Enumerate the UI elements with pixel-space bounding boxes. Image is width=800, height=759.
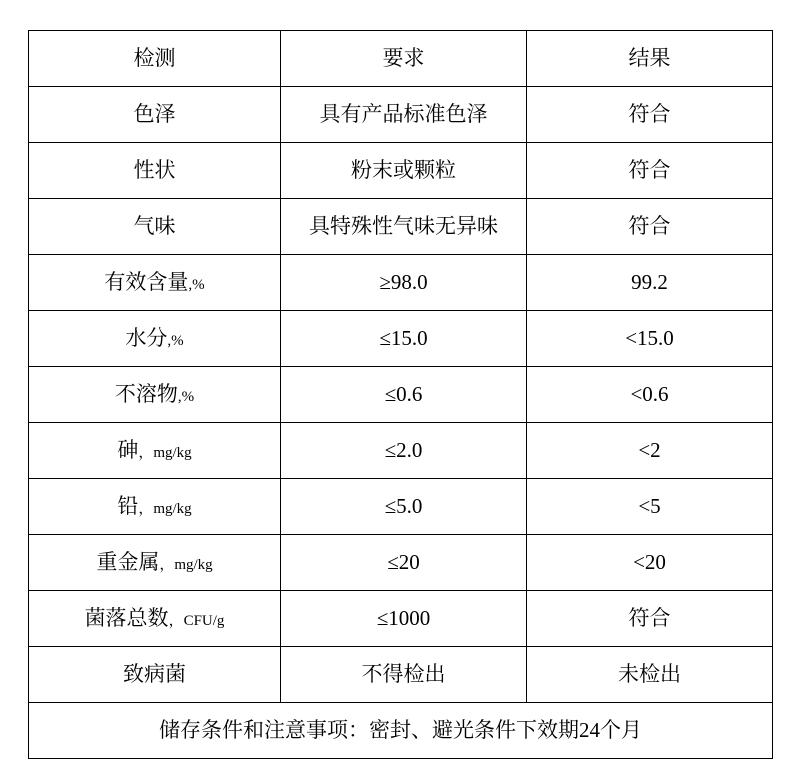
column-header-requirement: 要求 bbox=[281, 31, 527, 87]
cell-result: 99.2 bbox=[527, 255, 773, 311]
table-row bbox=[29, 255, 773, 311]
column-header-result: 结果 bbox=[527, 31, 773, 87]
cell-result: <15.0 bbox=[527, 311, 773, 367]
item-label: 不溶物 bbox=[114, 381, 178, 406]
item-unit: ,% bbox=[177, 388, 195, 405]
item-label: 色泽 bbox=[133, 101, 176, 126]
storage-note: 储存条件和注意事项：密封、避光条件下效期24个月 bbox=[29, 703, 773, 759]
table-row bbox=[29, 87, 773, 143]
table-row bbox=[29, 311, 773, 367]
table-body bbox=[29, 31, 773, 759]
cell-requirement: 不得检出 bbox=[281, 647, 527, 703]
item-unit: ,% bbox=[188, 276, 205, 293]
item-label: 铅 bbox=[117, 493, 139, 518]
table-row bbox=[29, 423, 773, 479]
cell-requirement: ≤1000 bbox=[281, 591, 527, 647]
cell-item bbox=[29, 311, 281, 367]
item-label: 砷 bbox=[117, 437, 139, 462]
cell-result: <5 bbox=[527, 479, 773, 535]
cell-requirement: ≤0.6 bbox=[281, 367, 527, 423]
item-label: 重金属 bbox=[96, 549, 160, 574]
column-header-item: 检测 bbox=[29, 31, 281, 87]
cell-item bbox=[29, 479, 281, 535]
spec-table-container bbox=[28, 30, 772, 759]
item-unit: ,% bbox=[167, 332, 184, 349]
item-label: 性状 bbox=[133, 157, 176, 182]
item-unit: ，mg/kg bbox=[138, 444, 192, 461]
cell-item bbox=[29, 199, 281, 255]
table-row bbox=[29, 591, 773, 647]
cell-requirement: 具有产品标准色泽 bbox=[281, 87, 527, 143]
specification-table bbox=[28, 30, 773, 759]
cell-result: 符合 bbox=[527, 87, 773, 143]
table-header-row bbox=[29, 31, 773, 87]
cell-item bbox=[29, 255, 281, 311]
item-label: 气味 bbox=[133, 213, 176, 238]
cell-requirement: ≤20 bbox=[281, 535, 527, 591]
cell-result: <0.6 bbox=[527, 367, 773, 423]
item-label: 有效含量 bbox=[104, 269, 189, 294]
cell-requirement: 具特殊性气味无异味 bbox=[281, 199, 527, 255]
table-row bbox=[29, 647, 773, 703]
cell-result: 符合 bbox=[527, 591, 773, 647]
cell-requirement: ≤2.0 bbox=[281, 423, 527, 479]
cell-result: 符合 bbox=[527, 143, 773, 199]
cell-item bbox=[29, 647, 281, 703]
table-row bbox=[29, 535, 773, 591]
cell-item bbox=[29, 87, 281, 143]
cell-result: 未检出 bbox=[527, 647, 773, 703]
cell-item bbox=[29, 591, 281, 647]
item-unit: ，CFU/g bbox=[168, 612, 225, 629]
item-label: 致病菌 bbox=[123, 661, 186, 686]
cell-item bbox=[29, 423, 281, 479]
cell-requirement: ≤5.0 bbox=[281, 479, 527, 535]
item-unit: ，mg/kg bbox=[159, 556, 213, 573]
item-label: 水分 bbox=[125, 325, 168, 350]
cell-requirement: 粉末或颗粒 bbox=[281, 143, 527, 199]
cell-item bbox=[29, 143, 281, 199]
cell-result: <20 bbox=[527, 535, 773, 591]
cell-item bbox=[29, 367, 281, 423]
cell-requirement: ≥98.0 bbox=[281, 255, 527, 311]
cell-result: <2 bbox=[527, 423, 773, 479]
table-row bbox=[29, 367, 773, 423]
cell-item bbox=[29, 535, 281, 591]
cell-requirement: ≤15.0 bbox=[281, 311, 527, 367]
table-row bbox=[29, 199, 773, 255]
table-row bbox=[29, 143, 773, 199]
item-label: 菌落总数 bbox=[84, 605, 169, 630]
table-note-row bbox=[29, 703, 773, 759]
table-row bbox=[29, 479, 773, 535]
cell-result: 符合 bbox=[527, 199, 773, 255]
item-unit: ，mg/kg bbox=[138, 500, 192, 517]
